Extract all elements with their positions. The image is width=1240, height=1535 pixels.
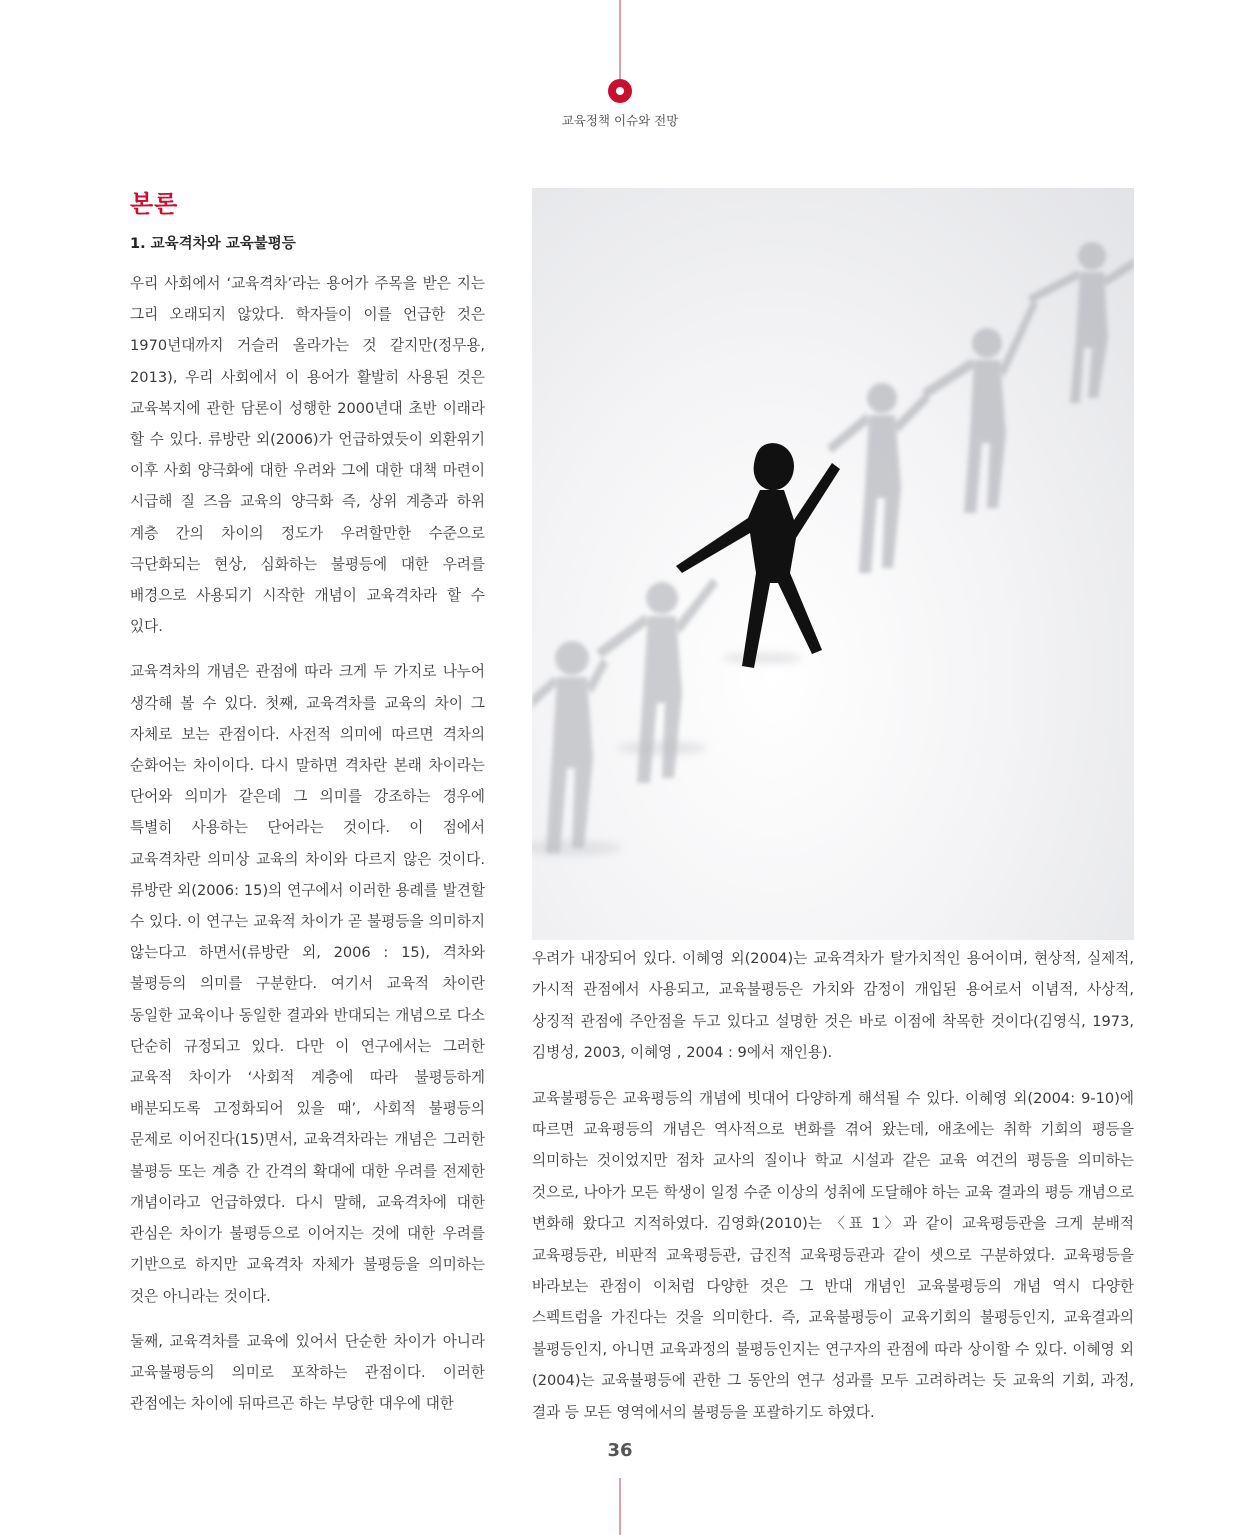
left-column <box>130 268 485 1433</box>
bottom-divider-line <box>619 1478 621 1535</box>
paragraph: 교육불평등은 교육평등의 개념에 빗대어 다양하게 해석될 수 있다. 이혜영 외(2004: 9-10)에 따르면 교육평등의 개념은 역사적으로 변화를 겪어 왔는데, 애초에는 취학 기회의 평등을 의미하는 것이었지만 점차 교사의 질이나 학교 시설과 같은 교육 여건의 평등을 의미하는 것으로, 나아가 모든 학생이 일정 수준 이상의 성취에 도달해야 하는 교육 결과의 평등 개념으로 변화해 왔다고 지적하였다. 김영화(2010)는 〈표 1〉과 같이 교육평등관을 크게 분배적 교육평등관, 비판적 교육평등관, 급진적 교육평등관과 같이 셋으로 구분하였다. 교육평등을 바라보는 관점이 이처럼 다양한 것은 그 반대 개념인 교육불평등의 개념 역시 다양한 스펙트럼을 가진다는 것을 의미한다. 즉, 교육불평등이 교육기회의 불평등인지, 교육결과의 불평등인지, 아니면 교육과정의 불평등인지는 연구자의 관점에 따라 상이할 수 있다. 이혜영 외(2004)는 교육불평등에 관한 그 동안의 연구 성과를 모두 고려하려는 듯 교육의 기회, 과정, 결과 등 모든 영역에서의 불평등을 포괄하기도 하였다. <box>532 1089 1134 1421</box>
background-paper-figures <box>827 242 1134 573</box>
paragraph: 둘째, 교육격차를 교육에 있어서 단순한 차이가 아니라 교육불평등의 의미로 포착하는 관점이다. 이러한 관점에는 차이에 뒤따르곤 하는 부당한 대우에 대한 <box>130 1332 485 1413</box>
paragraph: 교육격차의 개념은 관점에 따라 크게 두 가지로 나누어 생각해 볼 수 있다. 첫째, 교육격차를 교육의 차이 그 자체로 보는 관점이다. 사전적 의미에 따르면 격차의 순화어는 차이이다. 다시 말하면 격차란 본래 차이라는 단어와 의미가 같은데 그 의미를 강조하는 경우에 특별히 사용하는 단어라는 것이다. 이 점에서 교육격차란 의미상 교육의 차이와 다르지 않은 것이다. 류방란 외(2006: 15)의 연구에서 이러한 용례를 발견할 수 있다. 이 연구는 교육적 차이가 곧 불평등을 의미하지 않는다고 하면서(류방란 외, 2006 : 15), 격차와 불평등의 의미를 구분한다. 여기서 교육적 차이란 동일한 교육이나 동일한 결과와 반대되는 개념으로 다소 단순히 규정되고 있다. 다만 이 연구에서는 그러한 교육적 차이가 ‘사회적 계층에 따라 불평등하게 배분되도록 고정화되어 있을 때’, 사회적 불평등의 문제로 이어진다(15)면서, 교육격차라는 개념은 그러한 불평등 또는 계층 간 간격의 확대에 대한 우려를 전제한 개념이라고 언급하였다. 다시 말해, 교육격차에 대한 관심은 차이가 불평등으로 이어지는 것에 대한 우려를 기반으로 하지만 교육격차 자체가 불평등을 의미하는 것은 아니라는 것이다. <box>130 663 485 1305</box>
page-number: 36 <box>607 1440 633 1461</box>
top-divider-line <box>619 0 621 80</box>
paragraph: 우리 사회에서 ‘교육격차’라는 용어가 주목을 받은 지는 그리 오래되지 않았다. 학자들이 이를 언급한 것은 1970년대까지 거슬러 올라가는 것 같지만(정무용, 2013), 우리 사회에서 이 용어가 활발히 사용된 것은 교육복지에 관한 담론이 성행한 2000년대 초반 이래라 할 수 있다. 류방란 외(2006)가 언급하였듯이 외환위기 이후 사회 양극화에 대한 우려와 그에 대한 대책 마련이 시급해 질 즈음 교육의 양극화 즉, 상위 계층과 하위 계층 간의 차이의 정도가 우려할만한 수준으로 극단화되는 현상, 심화하는 불평등에 대한 우려를 배경으로 사용되기 시작한 개념이 교육격차라 할 수 있다. <box>130 275 485 636</box>
subsection-title: 1. 교육격차와 교육불평등 <box>130 236 296 252</box>
black-paper-figure <box>676 443 840 668</box>
right-column <box>532 943 1134 1442</box>
paragraph: 우려가 내장되어 있다. 이혜영 외(2004)는 교육격차가 탈가치적인 용어이며, 현상적, 실제적, 가시적 관점에서 사용되고, 교육불평등은 가치와 감정이 개입된 용어로서 이념적, 사상적, 상징적 관점에 주안점을 두고 있다고 설명한 것은 바로 이점에 착목한 것이다(김영식, 1973, 김병성, 2003, 이혜영 , 2004 : 9에서 재인용). <box>532 950 1134 1062</box>
header-bullet-icon <box>608 79 632 103</box>
running-header: 교육정책 이슈와 전망 <box>561 113 679 128</box>
foreground-paper-figures <box>532 578 718 853</box>
section-title: 본론 <box>130 190 179 218</box>
paper-people-illustration <box>532 188 1134 940</box>
paper-people-chain-photo <box>532 188 1134 940</box>
